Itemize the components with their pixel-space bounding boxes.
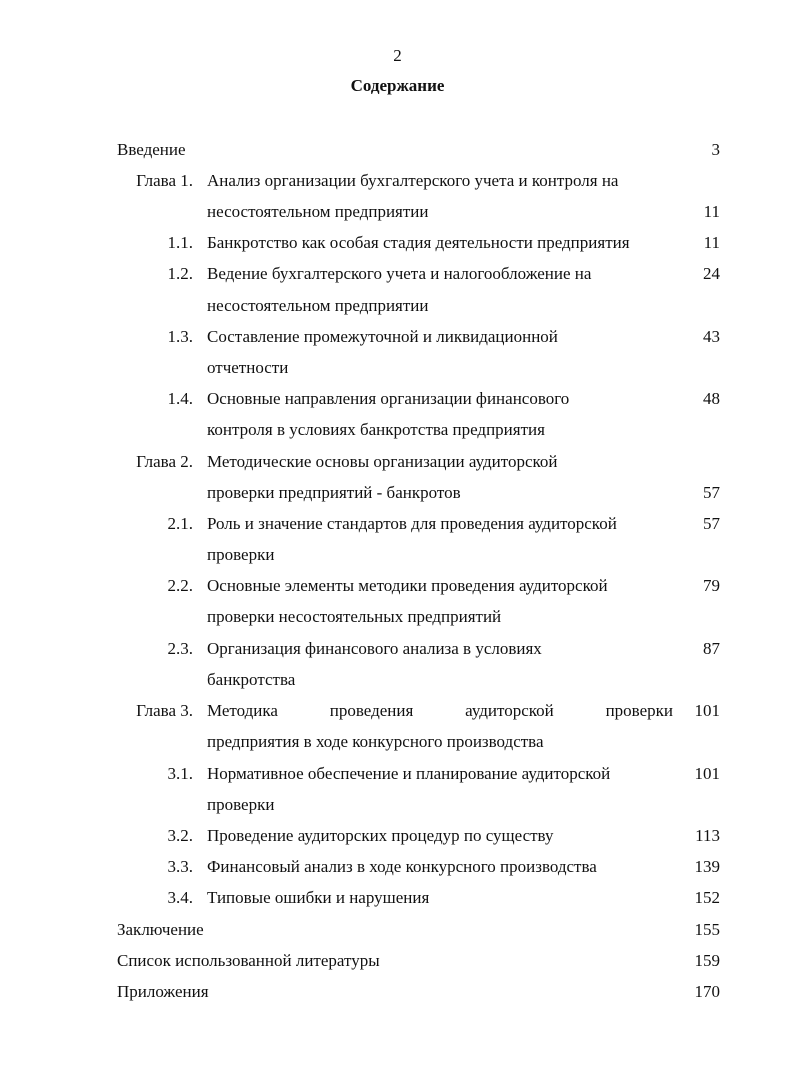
toc-chapter-1-number: Глава 1. <box>136 171 193 190</box>
toc-section-2-3-number: 2.3. <box>167 639 193 658</box>
toc-section-1-2-page: 24 <box>703 264 720 283</box>
toc-chapter-1-title-line1: Анализ организации бухгалтерского учета и контроля на <box>207 171 619 190</box>
page-title: Содержание <box>350 76 445 95</box>
toc-chapter-1-title-line2: несостоятельном предприятии <box>207 202 429 221</box>
toc-section-1-2-title-line1: Ведение бухгалтерского учета и налогообложение на <box>207 264 592 283</box>
toc-section-1-1-page: 11 <box>703 233 720 252</box>
toc-section-2-3-page: 87 <box>703 639 720 658</box>
toc-section-1-4-title-line1: Основные направления организации финансового <box>207 389 570 408</box>
toc-section-2-1-number: 2.1. <box>167 514 193 533</box>
toc-bibliography-page: 159 <box>694 951 720 970</box>
toc-appendices-label: Приложения <box>117 982 209 1001</box>
toc-chapter-3-page: 101 <box>694 701 720 720</box>
toc-section-1-3-page: 43 <box>703 327 720 346</box>
toc-section-1-1-title: Банкротство как особая стадия деятельности предприятия <box>207 233 630 252</box>
toc-section-3-1-title-line1: Нормативное обеспечение и планирование аудиторской <box>207 764 611 783</box>
toc-chapter-3-title-line1 <box>207 701 673 721</box>
toc-chapter-2-title-line1: Методические основы организации аудиторской <box>207 452 558 471</box>
toc-chapter-3-title-line2: предприятия в ходе конкурсного производства <box>207 732 544 751</box>
toc-section-1-2-title-line2: несостоятельном предприятии <box>207 296 429 315</box>
toc-chapter-3-word: Методика <box>207 701 278 720</box>
toc-appendices-page: 170 <box>694 982 720 1001</box>
toc-section-2-2-title-line1: Основные элементы методики проведения аудиторской <box>207 576 608 595</box>
toc-section-2-2-page: 79 <box>703 576 720 595</box>
toc-section-2-1-page: 57 <box>703 514 720 533</box>
toc-chapter-3-word: проверки <box>605 701 673 720</box>
toc-chapter-3-word: проведения <box>329 701 414 720</box>
toc-section-1-3-title-line2: отчетности <box>207 358 289 377</box>
toc-conclusion-label: Заключение <box>117 920 204 939</box>
toc-section-2-1-title-line2: проверки <box>207 545 275 564</box>
toc-chapter-2-title-line2: проверки предприятий - банкротов <box>207 483 461 502</box>
toc-section-3-2-page: 113 <box>695 826 720 845</box>
toc-section-3-3-number: 3.3. <box>167 857 193 876</box>
toc-section-1-4-title-line2: контроля в условиях банкротства предприятия <box>207 420 545 439</box>
toc-section-2-2-number: 2.2. <box>167 576 193 595</box>
page-number: 2 <box>393 46 402 65</box>
toc-section-1-2-number: 1.2. <box>167 264 193 283</box>
toc-chapter-3-number: Глава 3. <box>136 701 193 720</box>
toc-section-1-1-number: 1.1. <box>167 233 193 252</box>
toc-chapter-3-word: аудиторской <box>465 701 554 720</box>
toc-section-3-3-page: 139 <box>694 857 720 876</box>
toc-section-3-4-title: Типовые ошибки и нарушения <box>207 888 430 907</box>
toc-section-1-4-number: 1.4. <box>167 389 193 408</box>
toc-conclusion-page: 155 <box>694 920 720 939</box>
toc-section-3-1-page: 101 <box>694 764 720 783</box>
toc-section-2-1-title-line1: Роль и значение стандартов для проведения аудиторской <box>207 514 617 533</box>
toc-chapter-2-page: 57 <box>703 483 720 502</box>
toc-section-1-3-title-line1: Составление промежуточной и ликвидационной <box>207 327 558 346</box>
toc-section-3-3-title: Финансовый анализ в ходе конкурсного производства <box>207 857 597 876</box>
toc-section-1-3-number: 1.3. <box>167 327 193 346</box>
toc-section-3-2-title: Проведение аудиторских процедур по существу <box>207 826 554 845</box>
toc-chapter-2-number: Глава 2. <box>136 452 193 471</box>
toc-section-3-4-number: 3.4. <box>167 888 193 907</box>
toc-section-3-1-number: 3.1. <box>167 764 193 783</box>
toc-section-2-3-title-line2: банкротства <box>207 670 296 689</box>
toc-section-1-4-page: 48 <box>703 389 720 408</box>
toc-chapter-1-page: 11 <box>703 202 720 221</box>
toc-section-3-2-number: 3.2. <box>167 826 193 845</box>
toc-section-3-1-title-line2: проверки <box>207 795 275 814</box>
toc-section-2-3-title-line1: Организация финансового анализа в условиях <box>207 639 542 658</box>
toc-section-2-2-title-line2: проверки несостоятельных предприятий <box>207 607 502 626</box>
toc-bibliography-label: Список использованной литературы <box>117 951 380 970</box>
toc-section-3-4-page: 152 <box>694 888 720 907</box>
toc-intro-page: 3 <box>711 140 720 159</box>
toc-intro-label: Введение <box>117 140 186 159</box>
